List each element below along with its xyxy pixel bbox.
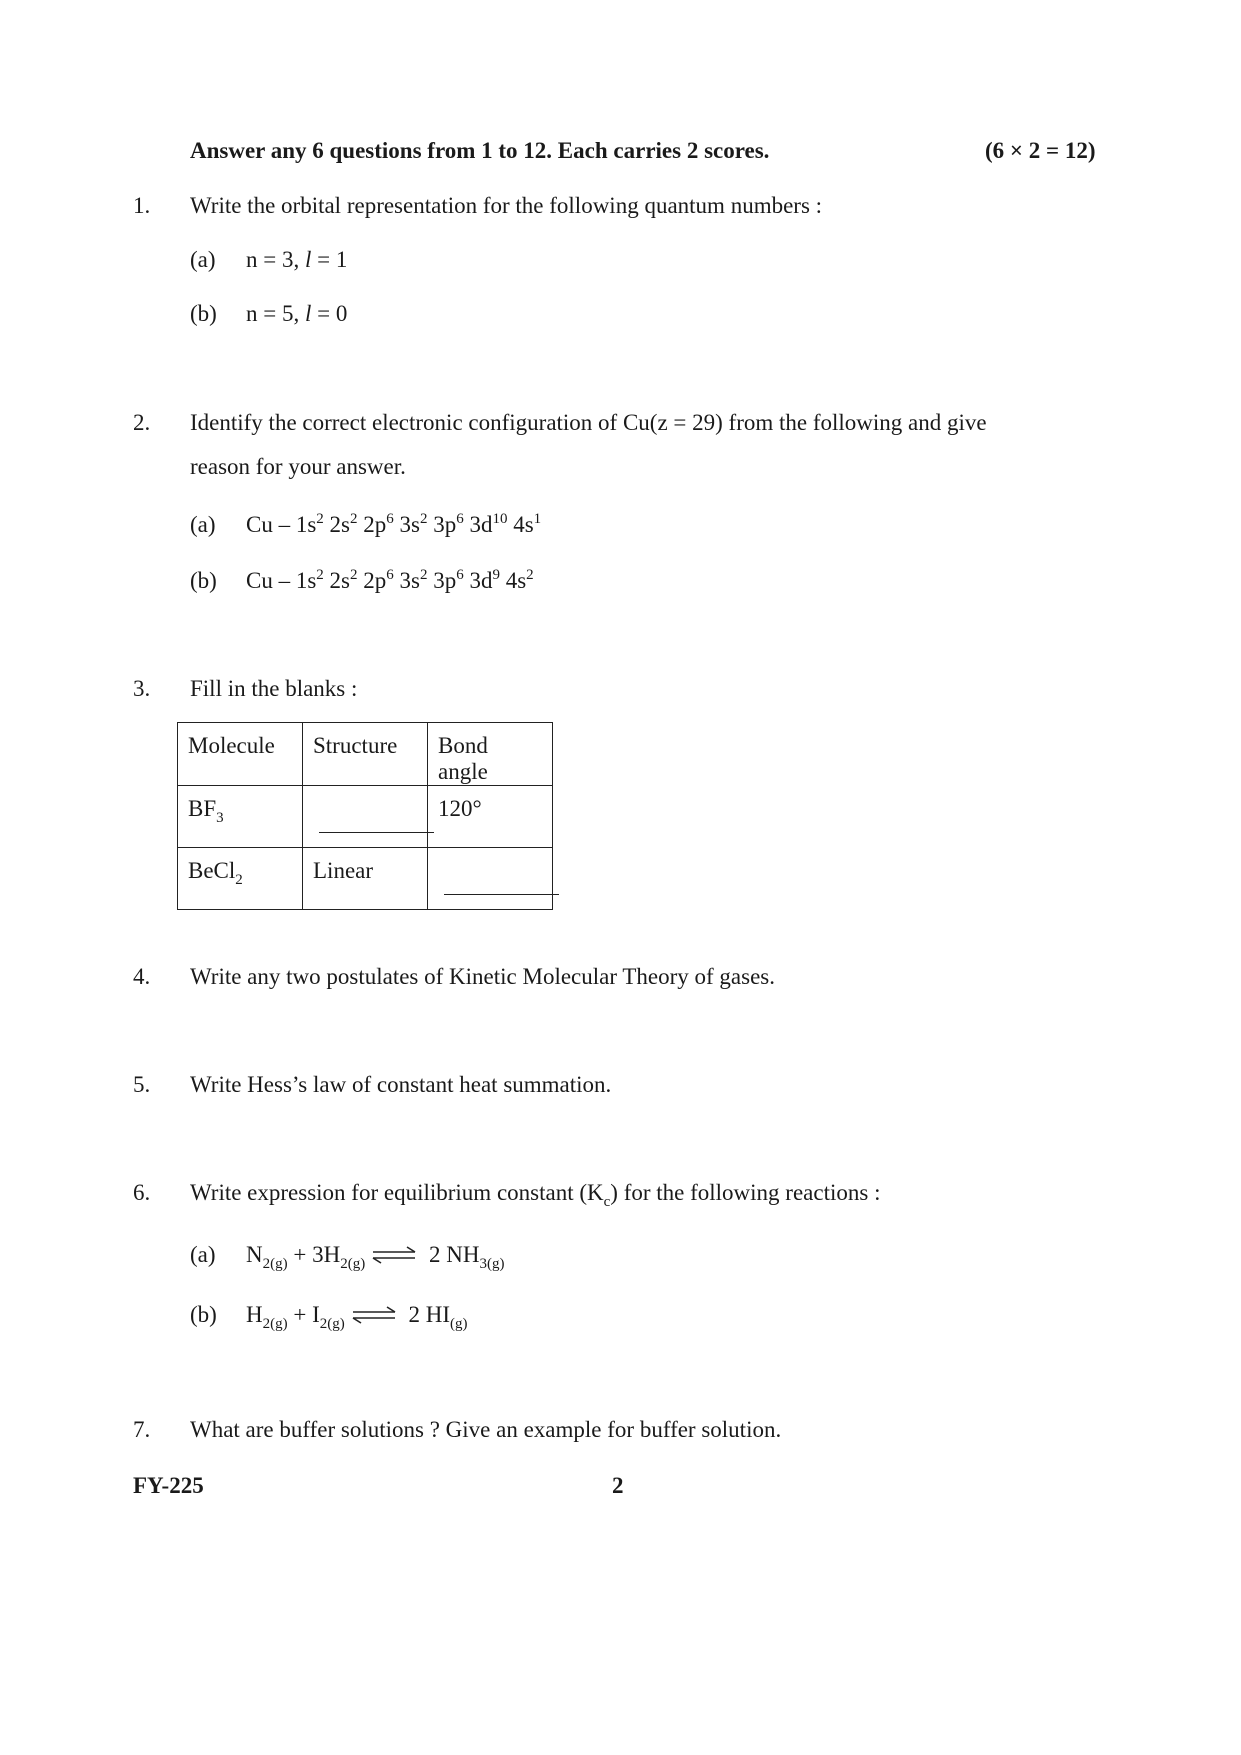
fill-in-table — [177, 722, 553, 910]
blank-line — [319, 832, 434, 833]
question-5-text: Write Hess’s law of constant heat summation. — [190, 1072, 612, 1097]
question-6-option-a-label: (a) — [190, 1242, 216, 1267]
question-3-text: Fill in the blanks : — [190, 676, 358, 701]
table-cell-becl2-structure: Linear — [303, 848, 428, 910]
table-header-structure: Structure — [303, 723, 428, 786]
instructions-marks: (6 × 2 = 12) — [985, 138, 1096, 163]
table-cell-becl2: BeCl$_2$ — [178, 848, 303, 910]
question-2-text-line2: reason for your answer. — [190, 454, 406, 479]
question-4-number: 4. — [133, 964, 151, 989]
footer-code: FY-225 — [133, 1473, 204, 1498]
question-2-option-b: Cu – $1s^2$ $2s^2$ $2p^6$ $3s^2$ $3p^6$ $3d^9$ $4s^2$ — [246, 567, 534, 593]
table-cell-becl2-angle-blank — [428, 848, 553, 910]
question-7-number: 7. — [133, 1417, 151, 1442]
question-1-number: 1. — [133, 193, 151, 218]
question-6-reaction-b: $H_{2(g)} + I_{2(g)}$ 2 $HI_{(g)}$ — [246, 1302, 468, 1332]
question-6-text: Write expression for equilibrium constant $(K_c)$ for the following reactions : — [190, 1180, 881, 1210]
question-1-text: Write the orbital representation for the following quantum numbers : — [190, 193, 823, 218]
question-2-text-line1: Identify the correct electronic configuration of Cu(z = 29) from the following and give — [190, 410, 987, 435]
equilibrium-arrow-icon — [349, 1304, 399, 1326]
question-2-option-a-label: (a) — [190, 512, 216, 537]
question-4-text: Write any two postulates of Kinetic Molecular Theory of gases. — [190, 964, 775, 989]
question-1-option-a: n = 3, l = 1 — [246, 247, 348, 272]
question-6-number: 6. — [133, 1180, 151, 1205]
question-1-option-b-label: (b) — [190, 301, 217, 326]
question-6-option-b-label: (b) — [190, 1302, 217, 1327]
equilibrium-arrow-icon — [369, 1244, 419, 1266]
question-5-number: 5. — [133, 1072, 151, 1097]
question-3-number: 3. — [133, 676, 151, 701]
table-cell-bf3: $BF_3$ — [178, 786, 303, 848]
question-1-option-b: n = 5, l = 0 — [246, 301, 348, 326]
question-6-reaction-a: $N_{2(g)} + 3H_{2(g)}$ 2 $NH_{3(g)}$ — [246, 1242, 505, 1272]
blank-line — [444, 894, 559, 895]
question-1-option-a-label: (a) — [190, 247, 216, 272]
question-2-option-b-label: (b) — [190, 568, 217, 593]
table-header-molecule: Molecule — [178, 723, 303, 786]
question-2-option-a: Cu – $1s^2$ $2s^2$ $2p^6$ $3s^2$ $3p^6$ $3d^{10}$ $4s^1$ — [246, 511, 542, 537]
question-7-text: What are buffer solutions ? Give an example for buffer solution. — [190, 1417, 782, 1442]
table-header-bond-angle: Bond angle — [428, 723, 553, 786]
question-2-number: 2. — [133, 410, 151, 435]
table-cell-bf3-structure-blank — [303, 786, 428, 848]
footer-page-number: 2 — [612, 1473, 624, 1498]
instructions-text: Answer any 6 questions from 1 to 12. Each carries 2 scores. — [190, 138, 770, 163]
table-cell-bf3-angle: 120° — [428, 786, 553, 848]
